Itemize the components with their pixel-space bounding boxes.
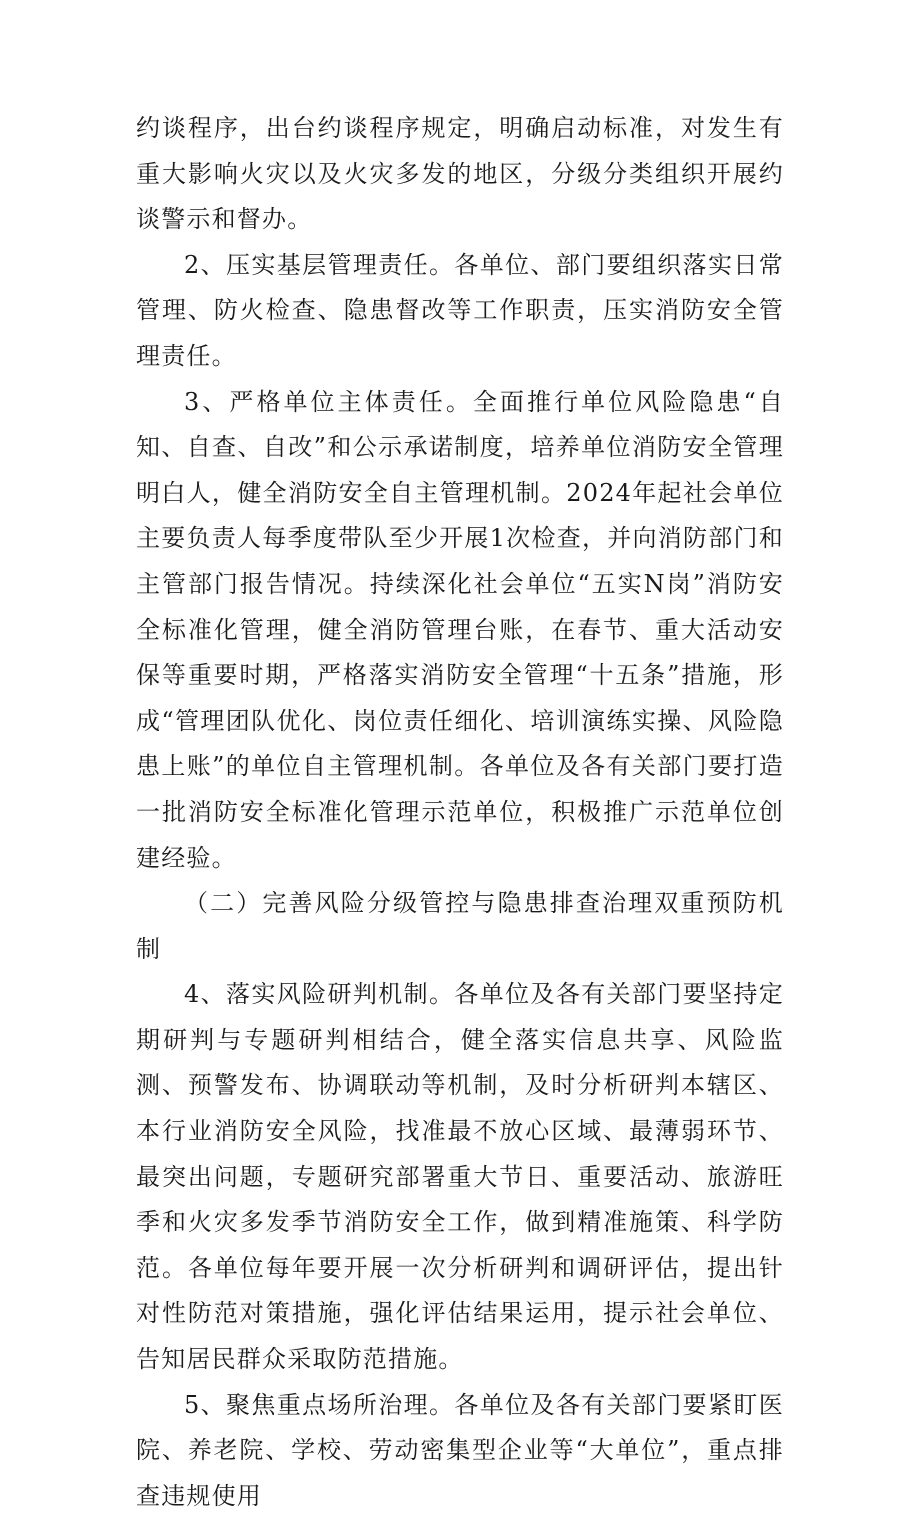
paragraph-item-5: 5、聚焦重点场所治理。各单位及各有关部门要紧盯医院、养老院、学校、劳动密集型企业等“大单位”，重点排查违规使用 bbox=[136, 1390, 784, 1510]
paragraph-continuation: 约谈程序，出台约谈程序规定，明确启动标准，对发生有重大影响火灾以及火灾多发的地区，分级分类组织开展约谈警示和督办。 bbox=[136, 114, 784, 234]
paragraph-item-3: 3、严格单位主体责任。全面推行单位风险隐患“自知、自查、自改”和公示承诺制度，培养单位消防安全管理明白人，健全消防安全自主管理机制。2024年起社会单位主要负责人每季度带队至少开展1次检查，并向消防部门和主管部门报告情况。持续深化社会单位“五实N岗”消防安全标准化管理，健全消防管理台账，在春节、重大活动安保等重要时期，严格落实消防安全管理“十五条”措施，形成“管理团队优化、岗位责任细化、培训演练实操、风险隐患上账”的单位自主管理机制。各单位及各有关部门要打造一批消防安全标准化管理示范单位，积极推广示范单位创建经验。 bbox=[136, 387, 784, 872]
paragraph-item-4: 4、落实风险研判机制。各单位及各有关部门要坚持定期研判与专题研判相结合，健全落实信息共享、风险监测、预警发布、协调联动等机制，及时分析研判本辖区、本行业消防安全风险，找准最不放心区域、最薄弱环节、最突出问题，专题研究部署重大节日、重要活动、旅游旺季和火灾多发季节消防安全工作，做到精准施策、科学防范。各单位每年要开展一次分析研判和调研评估，提出针对性防范对策措施，强化评估结果运用，提示社会单位、告知居民群众采取防范措施。 bbox=[136, 980, 784, 1374]
document-body bbox=[136, 106, 784, 1519]
section-heading-2: （二）完善风险分级管控与隐患排查治理双重预防机制 bbox=[136, 889, 784, 963]
paragraph-item-2: 2、压实基层管理责任。各单位、部门要组织落实日常管理、防火检查、隐患督改等工作职责，压实消防安全管理责任。 bbox=[136, 250, 784, 370]
